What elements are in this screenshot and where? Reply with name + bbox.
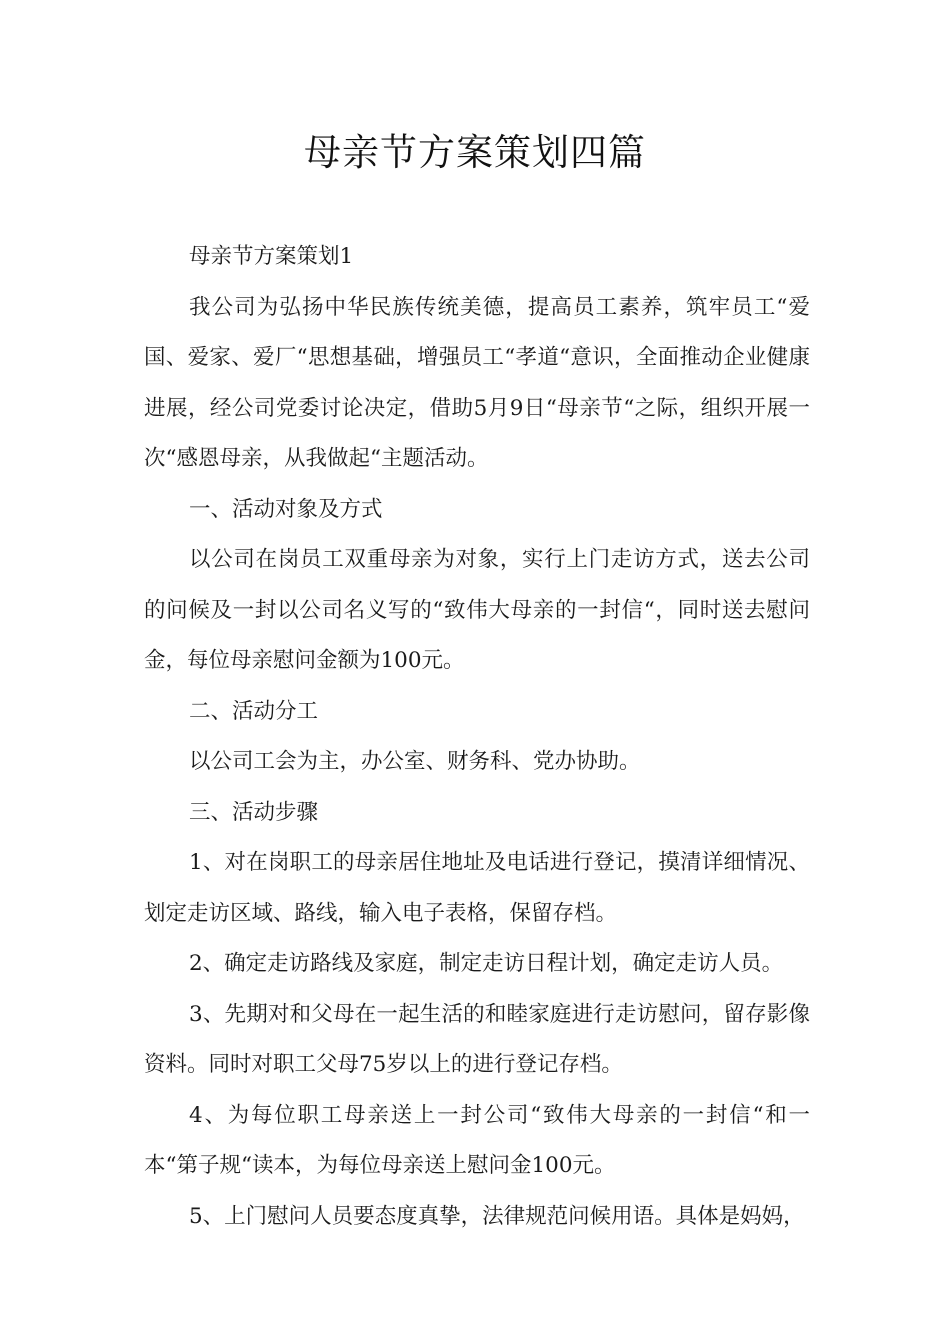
list-item: 5、上门慰问人员要态度真挚，法律规范问候用语。具体是妈妈， [189,1203,805,1229]
intro-paragraph: 我公司为弘扬中华民族传统美德，提高员工素养，筑牢员工“爱国、爱家、爱厂“思想基础，增强员工“孝道“意识，全面推动企业健康进展，经公司党委讨论决定，借助5月9日“母亲节“之际，组织开展一次“感恩母亲，从我做起“主题活动。 [144,294,810,471]
list-item: 1、对在岗职工的母亲居住地址及电话进行登记，摸清详细情况、划定走访区域、路线，输入电子表格，保留存档。 [144,850,810,926]
body-paragraph: 以公司工会为主，办公室、财务科、党办协助。 [189,749,641,774]
list-item: 4、为每位职工母亲送上一封公司“致伟大母亲的一封信“和一本“第子规“读本，为每位母亲送上慰问金100元。 [144,1102,810,1178]
section-heading: 母亲节方案策划1 [189,244,354,269]
list-item: 3、先期对和父母在一起生活的和睦家庭进行走访慰问，留存影像资料。同时对职工父母75岁以上的进行登记存档。 [144,1001,810,1077]
document-body [144,232,810,1242]
section-heading: 二、活动分工 [189,698,319,724]
section-heading: 三、活动步骤 [189,799,319,825]
list-item: 2、确定走访路线及家庭，制定走访日程计划，确定走访人员。 [189,951,784,976]
document-title: 母亲节方案策划四篇 [304,131,646,174]
section-heading: 一、活动对象及方式 [189,496,383,522]
body-paragraph: 以公司在岗员工双重母亲为对象，实行上门走访方式，送去公司的问候及一封以公司名义写的“致伟大母亲的一封信“，同时送去慰问金，每位母亲慰问金额为100元。 [144,547,810,673]
